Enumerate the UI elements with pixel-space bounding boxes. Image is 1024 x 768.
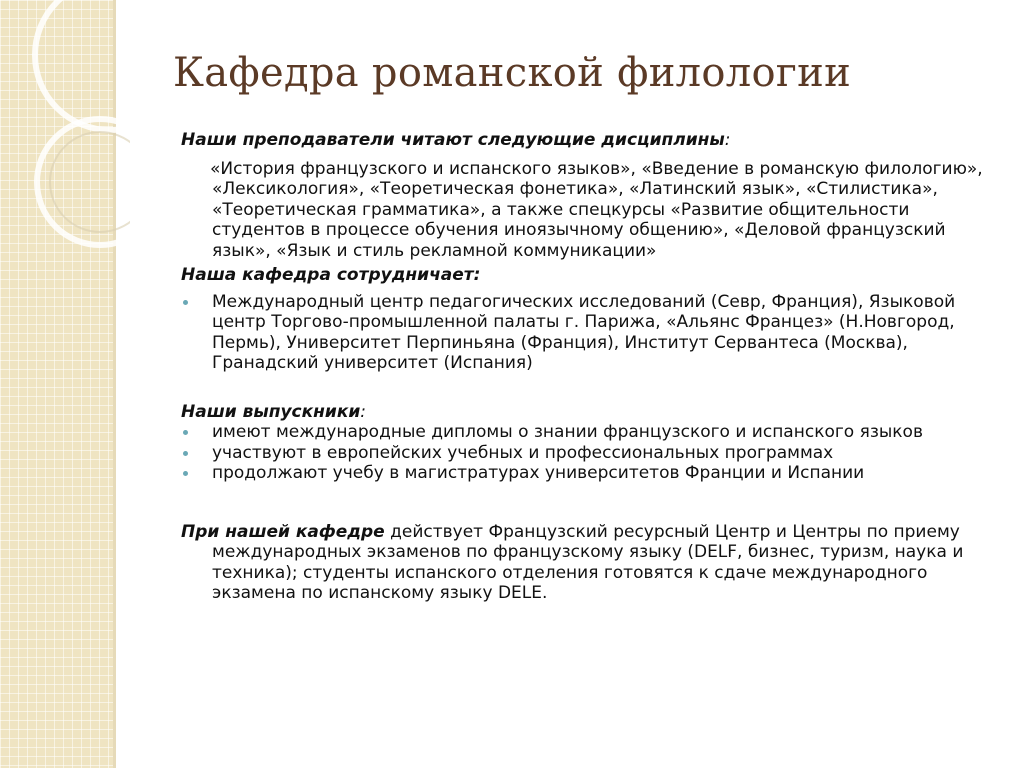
disciplines-text: «История французского и испанского языков», «Введение в романскую филологию», «Лексикология», «Теоретическая фонетика», «Латинский язык», «Стилистика», «Теоретическая грамматика», а также спецкурсы «Развитие общительности студентов в процессе обучения иноязычному общению», «Деловой французский язык», «Язык и стиль рекламной коммуникации» (210, 158, 983, 261)
disciplines-heading-text: Наши преподаватели читают следующие дисциплины (181, 130, 725, 150)
closing-text: действует Французский ресурсный Центр и Центры по приему международных экзаменов по французскому языку (DELF, бизнес, туризм, наука и техника); студенты испанского отделения готовятся к сдаче международного экзамена по испанскому языку DELE. (212, 521, 964, 603)
partners-list (181, 292, 991, 374)
disciplines-heading (181, 130, 991, 151)
partners-heading: Наша кафедра сотрудничает: (181, 265, 481, 285)
bullet-icon (183, 300, 188, 305)
decorative-rings (0, 0, 130, 260)
partner-item-text: Международный центр педагогических исследований (Севр, Франция), Языковой центр Торгово-промышленной палаты г. Парижа, «Альянс Францез» (Н.Новгород, Пермь), Университет Перпиньяна (Франция), Институт Сервантеса (Москва), Гранадский университет (Испания) (212, 291, 956, 373)
closing-paragraph (181, 522, 991, 604)
disciplines-heading-colon: : (724, 130, 731, 150)
graduates-heading-text: Наши выпускники (181, 401, 361, 422)
graduates-heading-colon: : (360, 401, 366, 422)
closing-lead: При нашей кафедре (181, 521, 385, 542)
list-item (181, 463, 991, 484)
list-item (181, 292, 991, 374)
graduates-heading (181, 402, 991, 423)
slide-title: Кафедра романской филологии (172, 50, 852, 96)
list-item (181, 443, 991, 464)
graduate-item-text: имеют международные дипломы о знании французского и испанского языков (212, 422, 923, 442)
bullet-icon (183, 451, 188, 456)
graduates-list (181, 422, 991, 484)
bullet-icon (183, 471, 188, 476)
graduate-item-text: продолжают учебу в магистратурах университетов Франции и Испании (212, 463, 865, 483)
bullet-icon (183, 430, 188, 435)
graduate-item-text: участвуют в европейских учебных и профессиональных программах (212, 442, 834, 463)
list-item (181, 422, 991, 443)
slide-content (181, 130, 991, 604)
